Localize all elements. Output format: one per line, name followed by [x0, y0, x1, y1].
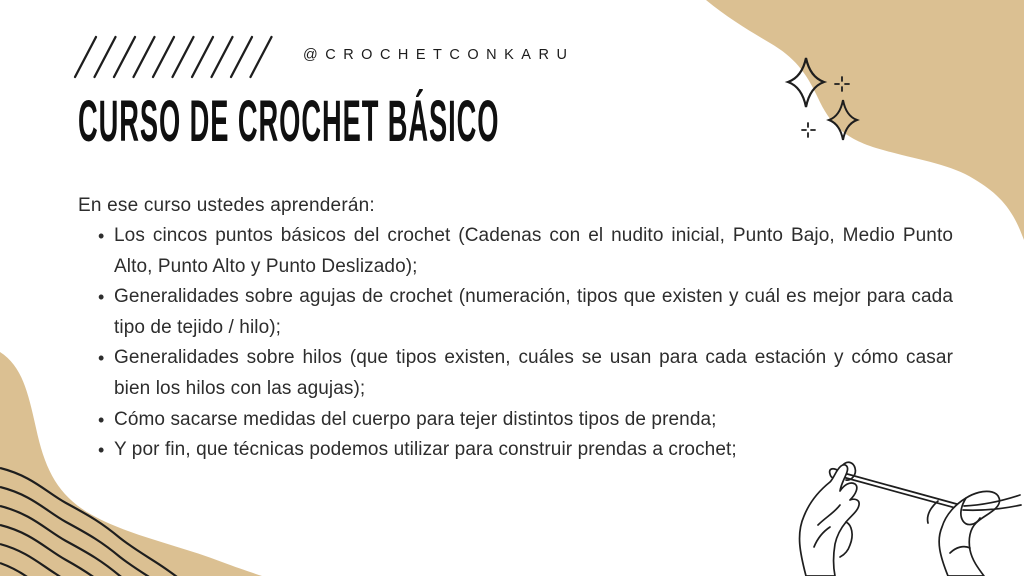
list-item: • Generalidades sobre agujas de crochet (numeración, tipos que existen y cuál es mejor para cada tipo de tejido / hilo);: [97, 282, 953, 343]
page-title: CURSO DE CROCHET BÁSICO: [78, 89, 500, 154]
list-item: • Generalidades sobre hilos (que tipos existen, cuáles se usan para cada estación y cómo casar bien los hilos con las agujas);: [97, 343, 953, 404]
crochet-hands-illustration: [788, 455, 1024, 576]
list-item: • Los cincos puntos básicos del crochet (Cadenas con el nudito inicial, Punto Bajo, Medio Punto Alto, Punto Alto y Punto Deslizado);: [97, 221, 953, 282]
slash-lines-icon: [68, 25, 288, 87]
corner-blob-top-right: [690, 0, 1024, 250]
tan-blob-shape: [706, 0, 1024, 240]
course-topics-list: [97, 221, 953, 466]
intro-text: En ese curso ustedes aprenderán:: [78, 195, 375, 216]
list-item: • Cómo sacarse medidas del cuerpo para tejer distintos tipos de prenda;: [97, 405, 953, 436]
list-item: • Y por fin, que técnicas podemos utilizar para construir prendas a crochet;: [97, 435, 953, 466]
brand-handle: @CROCHETCONKARU: [303, 47, 575, 63]
